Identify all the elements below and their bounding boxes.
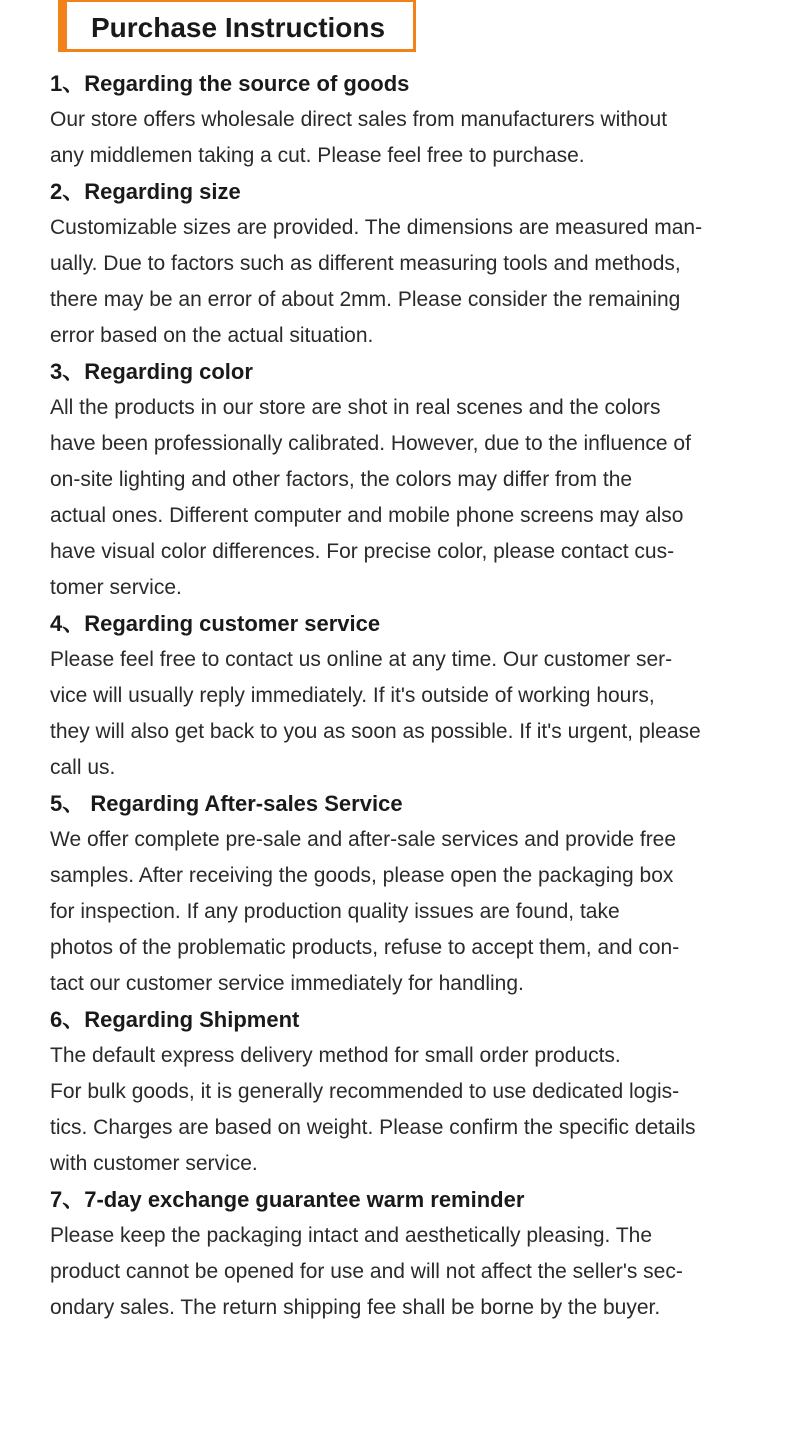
instructions-content — [50, 66, 762, 1326]
section-body — [50, 390, 762, 606]
section-body — [50, 102, 762, 174]
body-line: We offer complete pre-sale and after-sale services and provide free — [50, 828, 677, 851]
section-heading: 2、Regarding size — [50, 179, 241, 204]
body-line: Our store offers wholesale direct sales from manufacturers without — [50, 108, 668, 131]
section-color — [50, 354, 762, 606]
title-banner — [58, 0, 416, 52]
body-line: on-site lighting and other factors, the colors may differ from the — [50, 468, 633, 491]
body-line: error based on the actual situation. — [50, 324, 374, 347]
body-line: vice will usually reply immediately. If it's outside of working hours, — [50, 684, 655, 707]
body-line: Please feel free to contact us online at any time. Our customer ser- — [50, 648, 673, 671]
section-exchange-guarantee — [50, 1182, 762, 1326]
section-after-sales — [50, 786, 762, 1002]
body-line: All the products in our store are shot in real scenes and the colors — [50, 396, 661, 419]
section-size — [50, 174, 762, 354]
body-line: tomer service. — [50, 576, 182, 599]
body-line: Please keep the packaging intact and aesthetically pleasing. The — [50, 1224, 653, 1247]
page-title: Purchase Instructions — [91, 12, 386, 43]
section-body — [50, 210, 762, 354]
section-heading: 3、Regarding color — [50, 359, 253, 384]
body-line: tics. Charges are based on weight. Please confirm the specific details — [50, 1116, 696, 1139]
body-line: actual ones. Different computer and mobile phone screens may also — [50, 504, 684, 527]
body-line: samples. After receiving the goods, please open the packaging box — [50, 864, 674, 887]
body-line: they will also get back to you as soon as possible. If it's urgent, please — [50, 720, 701, 743]
section-heading: 4、Regarding customer service — [50, 611, 381, 636]
body-line: The default express delivery method for small order products. — [50, 1044, 621, 1067]
body-line: call us. — [50, 756, 116, 779]
section-body — [50, 1218, 762, 1326]
section-heading: 1、Regarding the source of goods — [50, 71, 410, 96]
body-line: Customizable sizes are provided. The dimensions are measured man- — [50, 216, 703, 239]
section-body — [50, 822, 762, 1002]
section-shipment — [50, 1002, 762, 1182]
body-line: have visual color differences. For precise color, please contact cus- — [50, 540, 675, 563]
section-body — [50, 642, 762, 786]
body-line: tact our customer service immediately for handling. — [50, 972, 524, 995]
body-line: For bulk goods, it is generally recommended to use dedicated logis- — [50, 1080, 680, 1103]
section-heading: 6、Regarding Shipment — [50, 1007, 300, 1032]
body-line: ondary sales. The return shipping fee shall be borne by the buyer. — [50, 1296, 661, 1319]
body-line: any middlemen taking a cut. Please feel free to purchase. — [50, 144, 585, 167]
body-line: photos of the problematic products, refuse to accept them, and con- — [50, 936, 680, 959]
body-line: product cannot be opened for use and will not affect the seller's sec- — [50, 1260, 683, 1283]
body-line: ually. Due to factors such as different measuring tools and methods, — [50, 252, 681, 275]
body-line: have been professionally calibrated. However, due to the influence of — [50, 432, 691, 455]
body-line: there may be an error of about 2mm. Please consider the remaining — [50, 288, 681, 311]
section-heading: 7、7-day exchange guarantee warm reminder — [50, 1187, 525, 1212]
section-body — [50, 1038, 762, 1182]
section-source-of-goods — [50, 66, 762, 174]
body-line: for inspection. If any production quality issues are found, take — [50, 900, 620, 923]
section-heading: 5、 Regarding After-sales Service — [50, 791, 403, 816]
section-customer-service — [50, 606, 762, 786]
body-line: with customer service. — [50, 1152, 258, 1175]
